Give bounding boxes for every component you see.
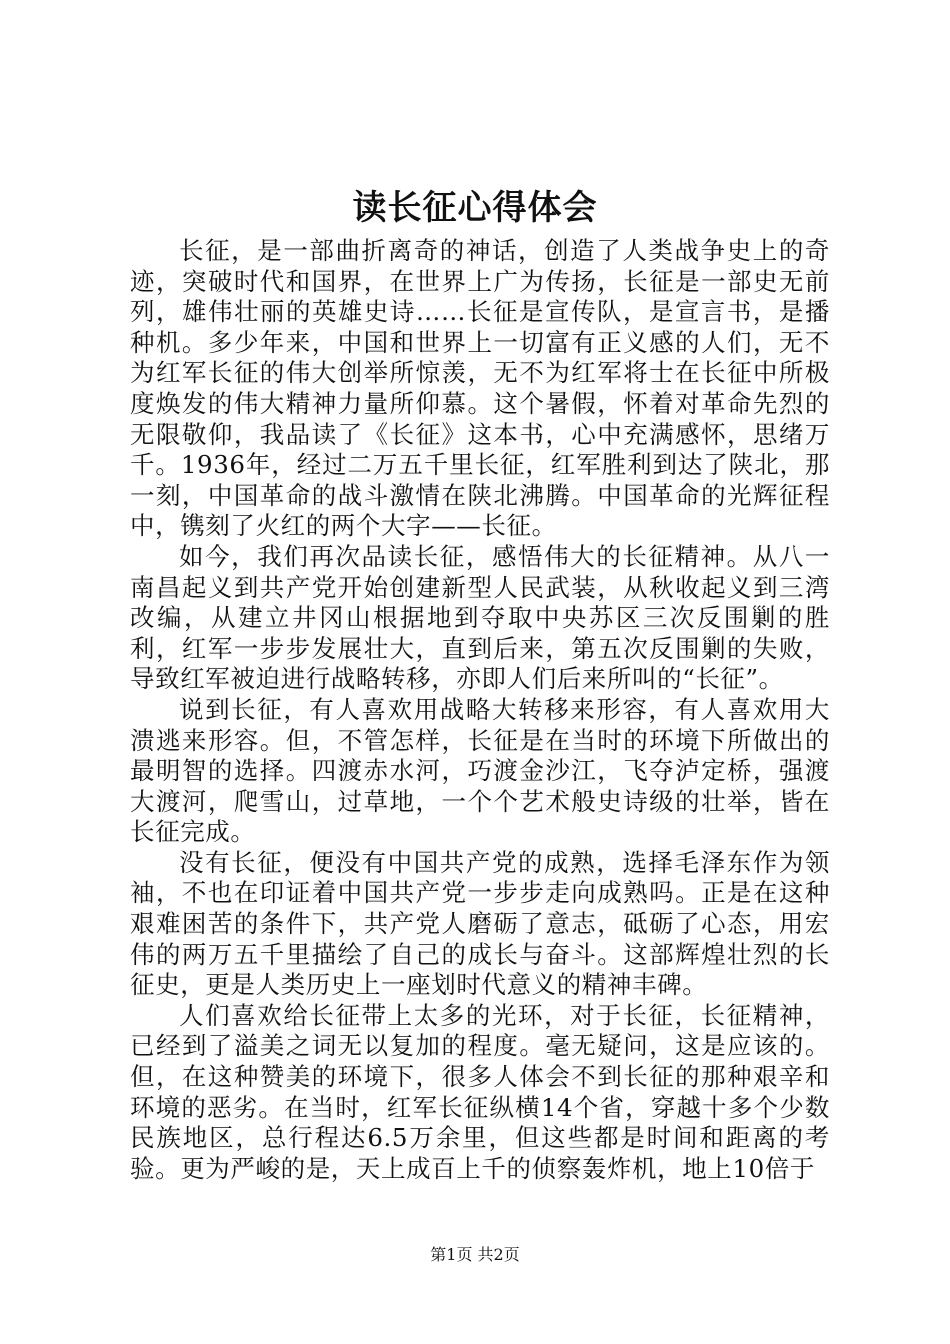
page-number-footer: 第1页 共2页 — [430, 1245, 520, 1264]
paragraph-4: 没有长征，便没有中国共产党的成熟，选择毛泽东作为领袖，不也在印证着中国共产党一步步走向成熟吗。正是在这种艰难困苦的条件下，共产党人磨砺了意志，砥砺了心态，用宏伟的两万五千里描绘了自己的成长与奋斗。这部辉煌壮烈的长征史，更是人类历史上一座划时代意义的精神丰碑。 — [130, 847, 830, 1000]
paragraph-2: 如今，我们再次品读长征，感悟伟大的长征精神。从八一南昌起义到共产党开始创建新型人民武装，从秋收起义到三湾改编，从建立井冈山根据地到夺取中央苏区三次反围剿的胜利，红军一步步发展壮大，直到后来，第五次反围剿的失败，导致红军被迫进行战略转移，亦即人们后来所叫的“长征”。 — [130, 541, 830, 694]
document-body — [130, 236, 830, 1184]
paragraph-1: 长征，是一部曲折离奇的神话，创造了人类战争史上的奇迹，突破时代和国界，在世界上广为传扬，长征是一部史无前列，雄伟壮丽的英雄史诗……长征是宣传队，是宣言书，是播种机。多少年来，中国和世界上一切富有正义感的人们，无不为红军长征的伟大创举所惊羡，无不为红军将士在长征中所极度焕发的伟大精神力量所仰慕。这个暑假，怀着对革命先烈的无限敬仰，我品读了《长征》这本书，心中充满感怀，思绪万千。1936年，经过二万五千里长征，红军胜利到达了陕北，那一刻，中国革命的战斗激情在陕北沸腾。中国革命的光辉征程中，镌刻了火红的两个大字——长征。 — [130, 236, 830, 541]
paragraph-5: 人们喜欢给长征带上太多的光环，对于长征，长征精神，已经到了溢美之词无以复加的程度。毫无疑问，这是应该的。但，在这种赞美的环境下，很多人体会不到长征的那种艰辛和环境的恶劣。在当时，红军长征纵横14个省，穿越十多个少数民族地区，总行程达6.5万余里，但这些都是时间和距离的考验。更为严峻的是，天上成百上千的侦察轰炸机，地上10倍于 — [130, 1000, 830, 1183]
document-title: 读长征心得体会 — [352, 188, 598, 228]
paragraph-3: 说到长征，有人喜欢用战略大转移来形容，有人喜欢用大溃逃来形容。但，不管怎样，长征是在当时的环境下所做出的最明智的选择。四渡赤水河，巧渡金沙江，飞夺泸定桥，强渡大渡河，爬雪山，过草地，一个个艺术般史诗级的壮举，皆在长征完成。 — [130, 694, 830, 847]
